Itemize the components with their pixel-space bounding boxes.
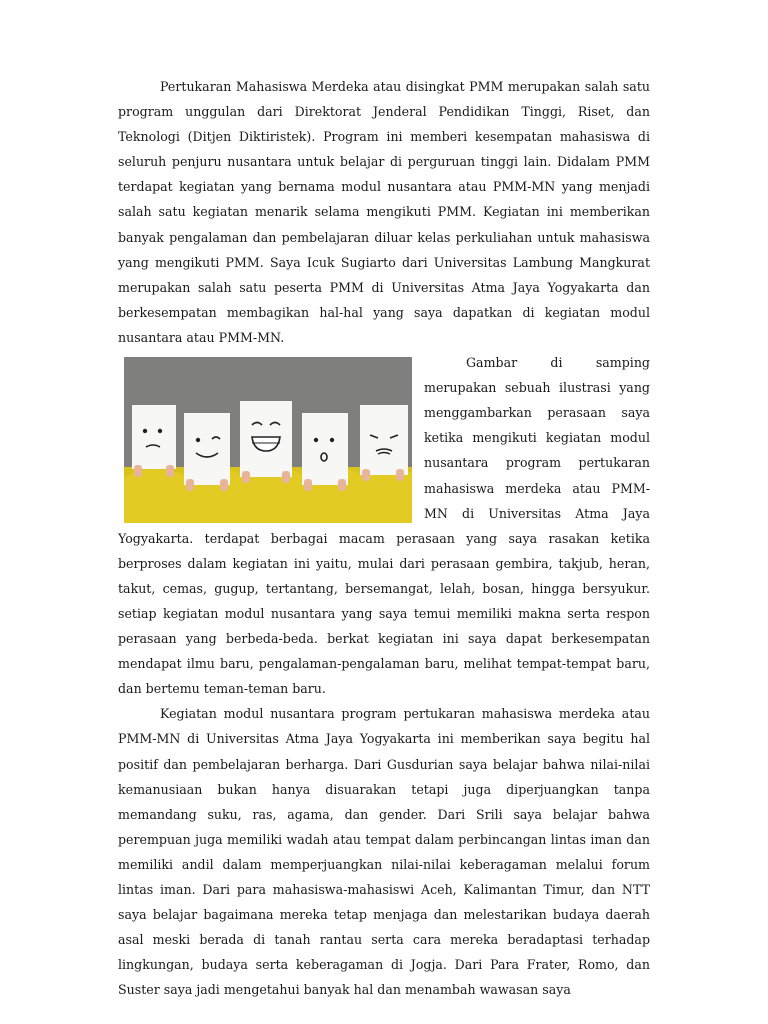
card-grin-face xyxy=(240,401,292,483)
paragraph-3: Kegiatan modul nusantara program pertukaran mahasiswa merdeka atau PMM-MN di Universitas Atma Jaya Yogyakarta ini memberikan saya begitu hal positif dan pembelajaran berharga. Dari Gusdurian saya belajar bahwa nilai-nilai kemanusiaan bukan hanya disuarakan tetapi juga diperjuangkan tanpa memandang suku, ras, agama, dan gender. Dari Srili saya belajar bahwa perempuan juga memiliki wadah atau tempat dalam perbincangan lintas iman dan memiliki andil dalam memperjuangkan nilai-nilai keberagaman melalui forum lintas iman. Dari para mahasiswa-mahasiswi Aceh, Kalimantan Timur, dan NTT saya belajar bagaimana mereka tetap menjaga dan melestarikan budaya daerah asal meski berada di tanah rantau serta cara mereka beradaptasi terhadap lingkungan, budaya serta keberagaman di Jogja. Dari Para Frater, Romo, dan Suster saya jadi mengetahui banyak hal dan menambah wawasan saya xyxy=(118,706,650,998)
paragraph-2: Gambar di samping merupakan sebuah ilustrasi yang menggambarkan perasaan saya ketika mengikuti kegiatan modul nusantara program pertukaran mahasiswa merdeka atau PMM-MN di Universitas Atma Jaya Yogyakarta. terdapat berbagai macam perasaan yang saya rasakan ketika berproses dalam kegiatan ini yaitu, mulai dari perasaan gembira, takjub, heran, takut, cemas, gugup, tertantang, bersemangat, lelah, bosan, hingga bersyukur. setiap kegiatan modul nusantara yang saya temui memiliki makna serta respon perasaan yang berbeda-beda. berkat kegiatan ini saya dapat berkesempatan mendapat ilmu baru, pengalaman-pengalaman baru, melihat tempat-tempat baru, dan bertemu teman-teman baru. xyxy=(118,355,650,697)
paragraph-1: Pertukaran Mahasiswa Merdeka atau disingkat PMM merupakan salah satu program unggulan dari Direktorat Jenderal Pendidikan Tinggi, Riset, dan Teknologi (Ditjen Diktiristek). Program ini memberi kesempatan mahasiswa di seluruh penjuru nusantara untuk belajar di perguruan tinggi lain. Didalam PMM terdapat kegiatan yang bernama modul nusantara atau PMM-MN yang menjadi salah satu kegiatan menarik selama mengikuti PMM. Kegiatan ini memberikan banyak pengalaman dan pembelajaran diluar kelas perkuliahan untuk mahasiswa yang mengikuti PMM. Saya Icuk Sugiarto dari Universitas Lambung Mangkurat merupakan salah satu peserta PMM di Universitas Atma Jaya Yogyakarta dan berkesempatan membagikan hal-hal yang saya dapatkan di kegiatan modul nusantara atau PMM-MN. xyxy=(118,79,650,345)
emoji-cards-illustration xyxy=(124,357,412,523)
card-worried-face xyxy=(360,405,408,481)
document-body xyxy=(118,74,650,1002)
card-surprised-face xyxy=(302,413,348,491)
illustration-icon xyxy=(124,357,412,523)
card-wink-face xyxy=(184,413,230,491)
card-sad-face xyxy=(132,405,176,477)
